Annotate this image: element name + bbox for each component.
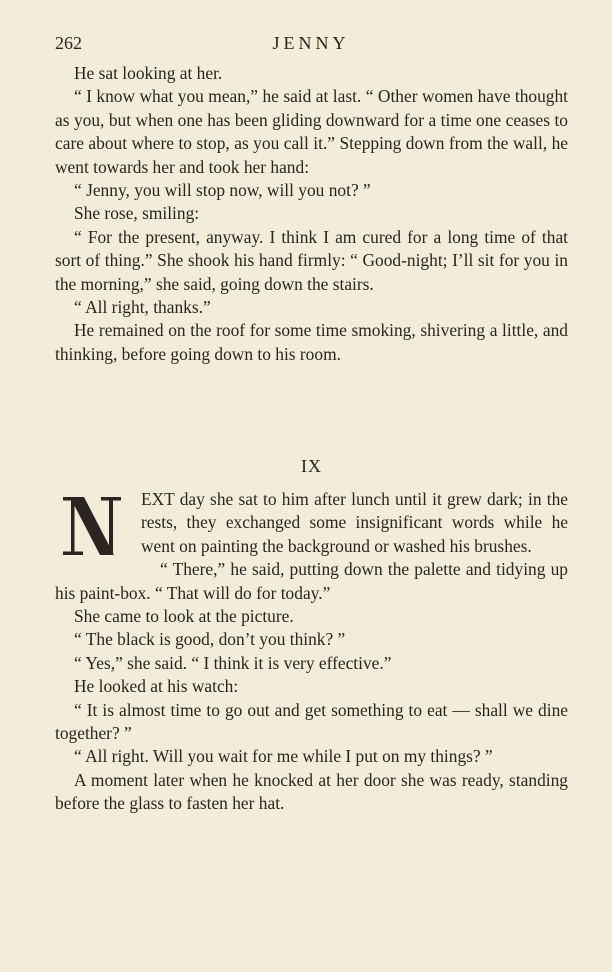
paragraph: “ I know what you mean,” he said at last. “ Other women have thought as you, but when one has been gliding downward for a time one ceases to care about where to stop, as you call it.” Stepping down from the wall, he went towards her and took her hand: (55, 86, 568, 177)
paragraph: He remained on the roof for some time smoking, shivering a little, and thinking, before going down to his room. (55, 320, 568, 364)
paragraph: “ All right, thanks.” (74, 297, 211, 318)
paragraph: “ Yes,” she said. “ I think it is very effective.” (74, 652, 392, 673)
paragraph: He sat looking at her. (74, 63, 223, 83)
running-head: JENNY (272, 33, 350, 53)
paragraph: He looked at his watch: (74, 676, 239, 697)
paragraph: She rose, smiling: (74, 203, 200, 224)
paragraph: A moment later when he knocked at her door she was ready, standing before the glass to fasten her hat. (55, 769, 568, 814)
drop-cap-n (57, 491, 127, 561)
paragraph: “ Jenny, you will stop now, will you not? ” (74, 180, 371, 201)
paragraph: “ All right. Will you wait for me while I put on my things? ” (74, 746, 493, 767)
chapter-heading: IX (301, 456, 322, 476)
page-number: 262 (55, 33, 82, 53)
first-paragraph (55, 488, 568, 558)
paragraph: “ There,” he said, putting down the palette and tidying up his paint-box. “ That will do for today.” (55, 559, 568, 603)
section-2-text (55, 488, 568, 816)
section-1-text (55, 62, 568, 366)
paragraph: “ The black is good, don’t you think? ” (74, 629, 346, 650)
paragraph: “ It is almost time to go out and get something to eat — shall we dine together? ” (55, 699, 568, 744)
paragraph: She came to look at the picture. (74, 606, 294, 627)
first-paragraph-text: EXT day she sat to him after lunch until it grew dark; in the rests, they exchanged some insignificant words while he went on painting the background or washed his brushes. (141, 489, 568, 556)
paragraph: “ For the present, anyway. I think I am cured for a long time of that sort of thing.” She shook his hand firmly: “ Good-night; I’ll sit for you in the morning,” she said, going down the stairs. (55, 226, 568, 294)
page-header (55, 33, 567, 57)
